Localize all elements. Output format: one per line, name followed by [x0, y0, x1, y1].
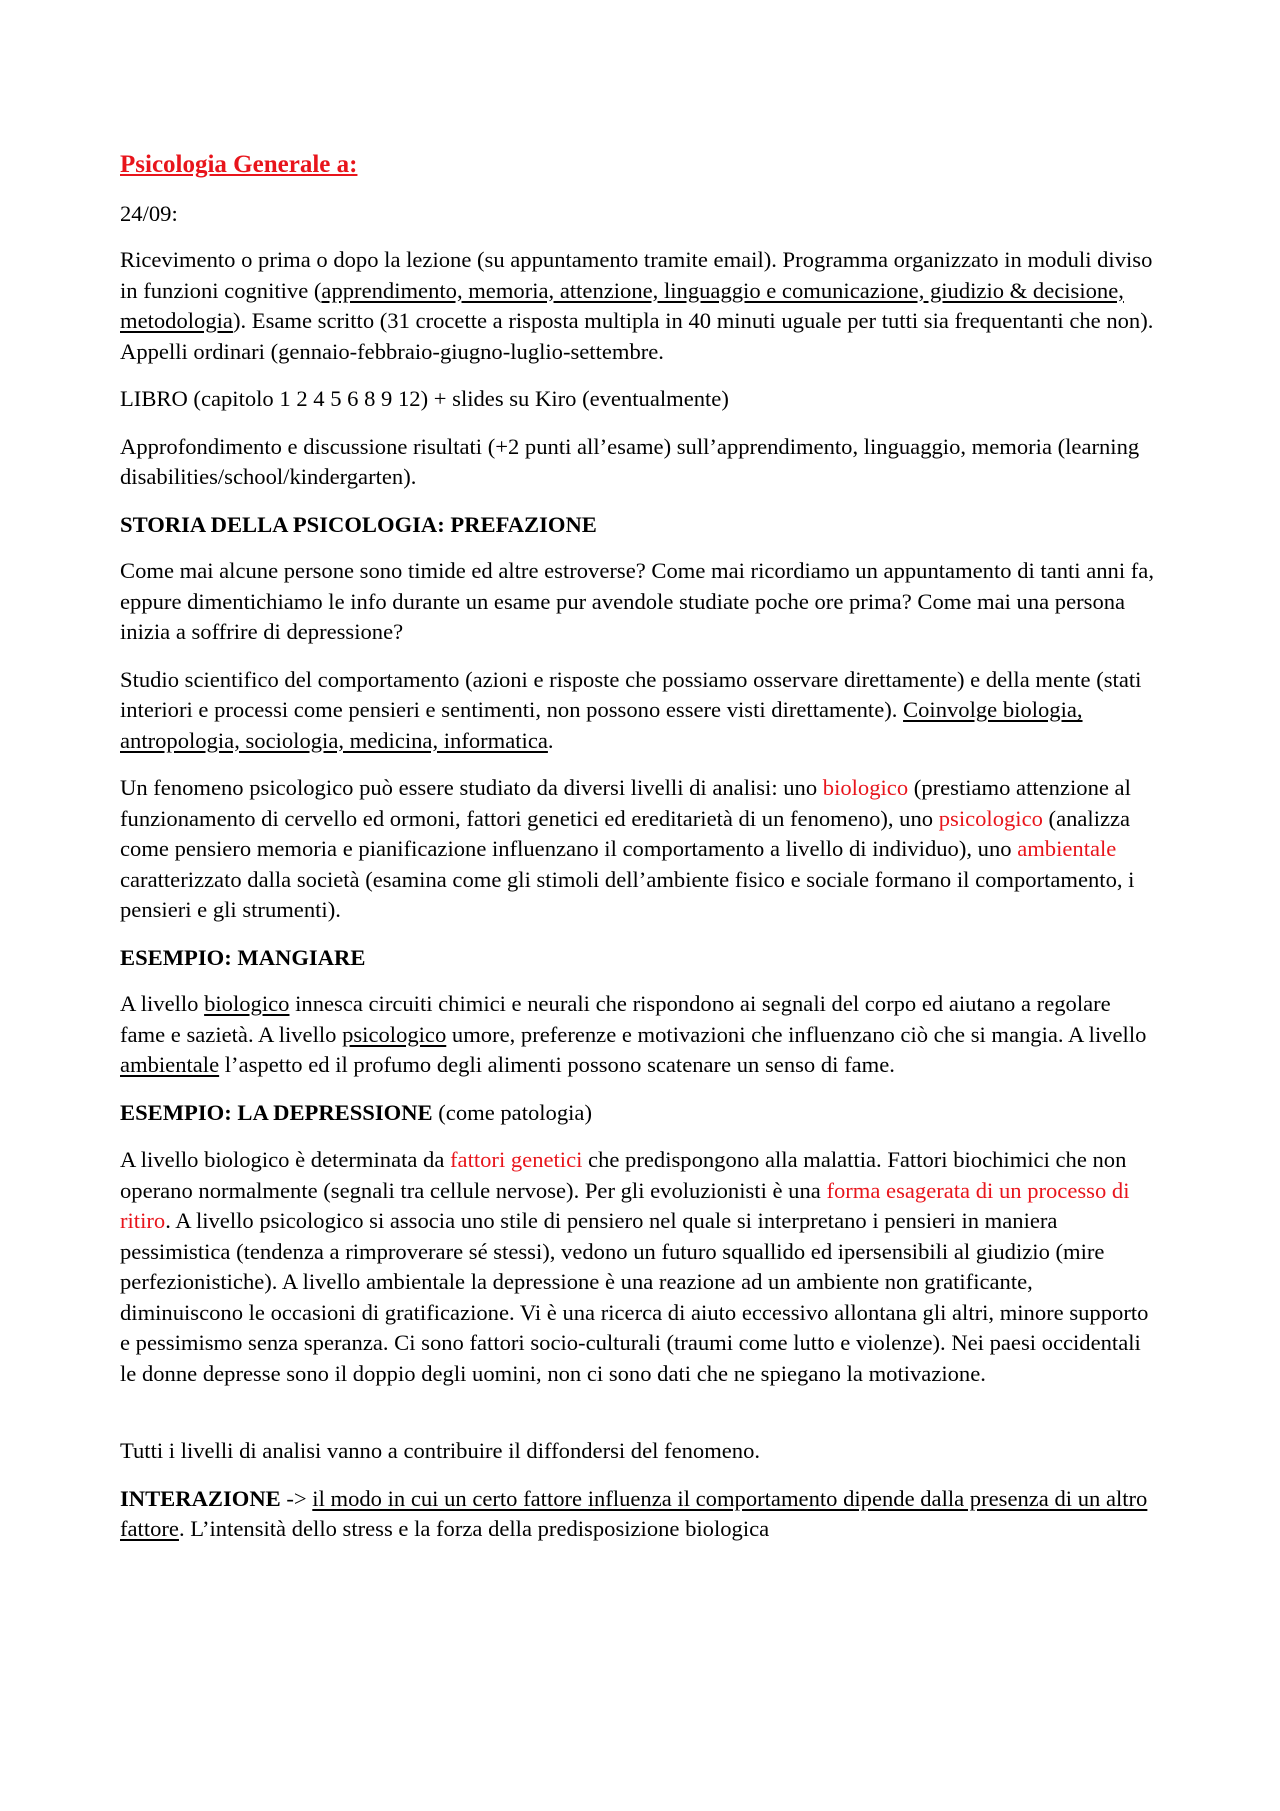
text-run: (come patologia): [432, 1099, 592, 1125]
highlight-red-text: forma esagerata di un processo di ritiro: [120, 1177, 1130, 1233]
paragraph-approfondimento: Approfondimento e discussione risultati (+2 punti all’esame) sull’apprendimento, linguaggio, memoria (learning disabilities/school/kindergarten).: [120, 433, 1140, 489]
heading-mangiare: ESEMPIO: MANGIARE: [120, 944, 366, 970]
text-run: l’aspetto ed il profumo degli alimenti possono scatenare un senso di fame.: [219, 1052, 895, 1077]
paragraph-depressione: [120, 1145, 1160, 1389]
paragraph-summary: Tutti i livelli di analisi vanno a contribuire il diffondersi del fenomeno.: [120, 1438, 761, 1463]
underlined-text: il modo in cui un certo fattore influenza il comportamento dipende dalla presenza di un altro fattore: [120, 1485, 1148, 1541]
highlight-red-text: fattori genetici: [450, 1147, 583, 1172]
heading-bold-text: INTERAZIONE: [120, 1485, 281, 1511]
underlined-text: biologico: [204, 991, 290, 1016]
text-run: (analizza come pensiero memoria e pianificazione influenzano il comportamento a livello di individuo), uno: [120, 805, 1131, 861]
text-run: Un fenomeno psicologico può essere studiato da diversi livelli di analisi: uno: [120, 775, 823, 800]
text-run: caratterizzato dalla società (esamina come gli stimoli dell’ambiente fisico e sociale formano il comportamento, i pensieri e gli strumenti).: [120, 866, 1135, 922]
heading-storia: STORIA DELLA PSICOLOGIA: PREFAZIONE: [120, 511, 597, 537]
text-run: umore, preferenze e motivazioni che influenzano ciò che si mangia. A livello: [446, 1021, 1147, 1047]
highlight-red-text: ambientale: [1017, 836, 1117, 861]
text-run: che predispongono alla malattia. Fattori biochimici che non operano normalmente (segnali tra cellule nervose). Per gli evoluzionisti è una: [120, 1147, 1127, 1203]
paragraph-book: LIBRO (capitolo 1 2 4 5 6 8 9 12) + slides su Kiro (eventualmente): [120, 386, 729, 411]
document-title: Psicologia Generale a:: [120, 151, 358, 178]
text-run: Ricevimento o prima o dopo la lezione (su appuntamento tramite email). Programma organizzato in moduli diviso in funzioni cognitive (: [120, 247, 1153, 303]
paragraph-course-info: [120, 245, 1160, 367]
underlined-text: Coinvolge biologia, antropologia, sociologia, medicina, informatica: [120, 697, 1083, 753]
text-run: . A livello psicologico si associa uno stile di pensiero nel quale si interpretano i pensieri in maniera pessimistica (tendenza a rimproverare sé stessi), vedono un futuro squallido ed ipersensibili al giudizio (mire perfezionistiche). A livello ambientale la depressione è una reazione ad un ambiente non gratificante, diminuiscono le occasioni di gratificazione. Vi è una ricerca di aiuto eccessivo allontana gli altri, minore supporto e pessimismo senza speranza. Ci sono fattori socio-culturali (traumi come lutto e violenze). Nei paesi occidentali le donne depresse sono il doppio degli uomini, non ci sono dati che ne spiegano la motivazione.: [120, 1208, 1149, 1386]
paragraph-mangiare: [120, 989, 1160, 1081]
highlight-red-text: psicologico: [938, 805, 1043, 831]
text-run: ->: [280, 1485, 313, 1511]
text-run: . L’intensità dello stress e la forza della predisposizione biologica: [178, 1516, 770, 1541]
paragraph-questions: Come mai alcune persone sono timide ed altre estroverse? Come mai ricordiamo un appuntamento di tanti anni fa, eppure dimentichiamo le info durante un esame pur avendole studiate poche ore prima? Come mai una persona inizia a soffrire di depressione?: [120, 558, 1154, 644]
lecture-date: 24/09:: [120, 200, 178, 226]
text-run: Studio scientifico del comportamento (azioni e risposte che possiamo osservare direttamente) e della mente (stati interiori e processi come pensieri e sentimenti, non possono essere visti direttamente).: [120, 666, 1142, 722]
text-run: (prestiamo attenzione al funzionamento di cervello ed ormoni, fattori genetici ed ereditarietà di un fenomeno), uno: [120, 775, 1131, 831]
text-run: ). Esame scritto (31 crocette a risposta multipla in 40 minuti uguale per tutti sia frequentanti che non). Appelli ordinari (gennaio-febbraio-giugno-luglio-settembre.: [120, 308, 1154, 364]
underlined-text: ambientale: [120, 1052, 220, 1077]
heading-depressione: [120, 1098, 1160, 1129]
paragraph-levels: [120, 773, 1160, 926]
underlined-text: psicologico: [342, 1021, 447, 1047]
paragraph-interazione: [120, 1484, 1160, 1545]
blank-line: [120, 1406, 1160, 1436]
heading-bold-text: ESEMPIO: LA DEPRESSIONE: [120, 1099, 433, 1125]
highlight-red-text: biologico: [822, 775, 909, 800]
text-run: A livello: [120, 991, 205, 1016]
text-run: .: [547, 727, 554, 753]
text-run: innesca circuiti chimici e neurali che rispondono ai segnali del corpo ed aiutano a regolare fame e sazietà. A livello: [120, 991, 1111, 1047]
paragraph-definition: [120, 665, 1160, 757]
underlined-text: apprendimento, memoria, attenzione, linguaggio e comunicazione, giudizio & decisione, metodologia: [120, 277, 1124, 333]
text-run: A livello biologico è determinata da: [120, 1147, 451, 1172]
